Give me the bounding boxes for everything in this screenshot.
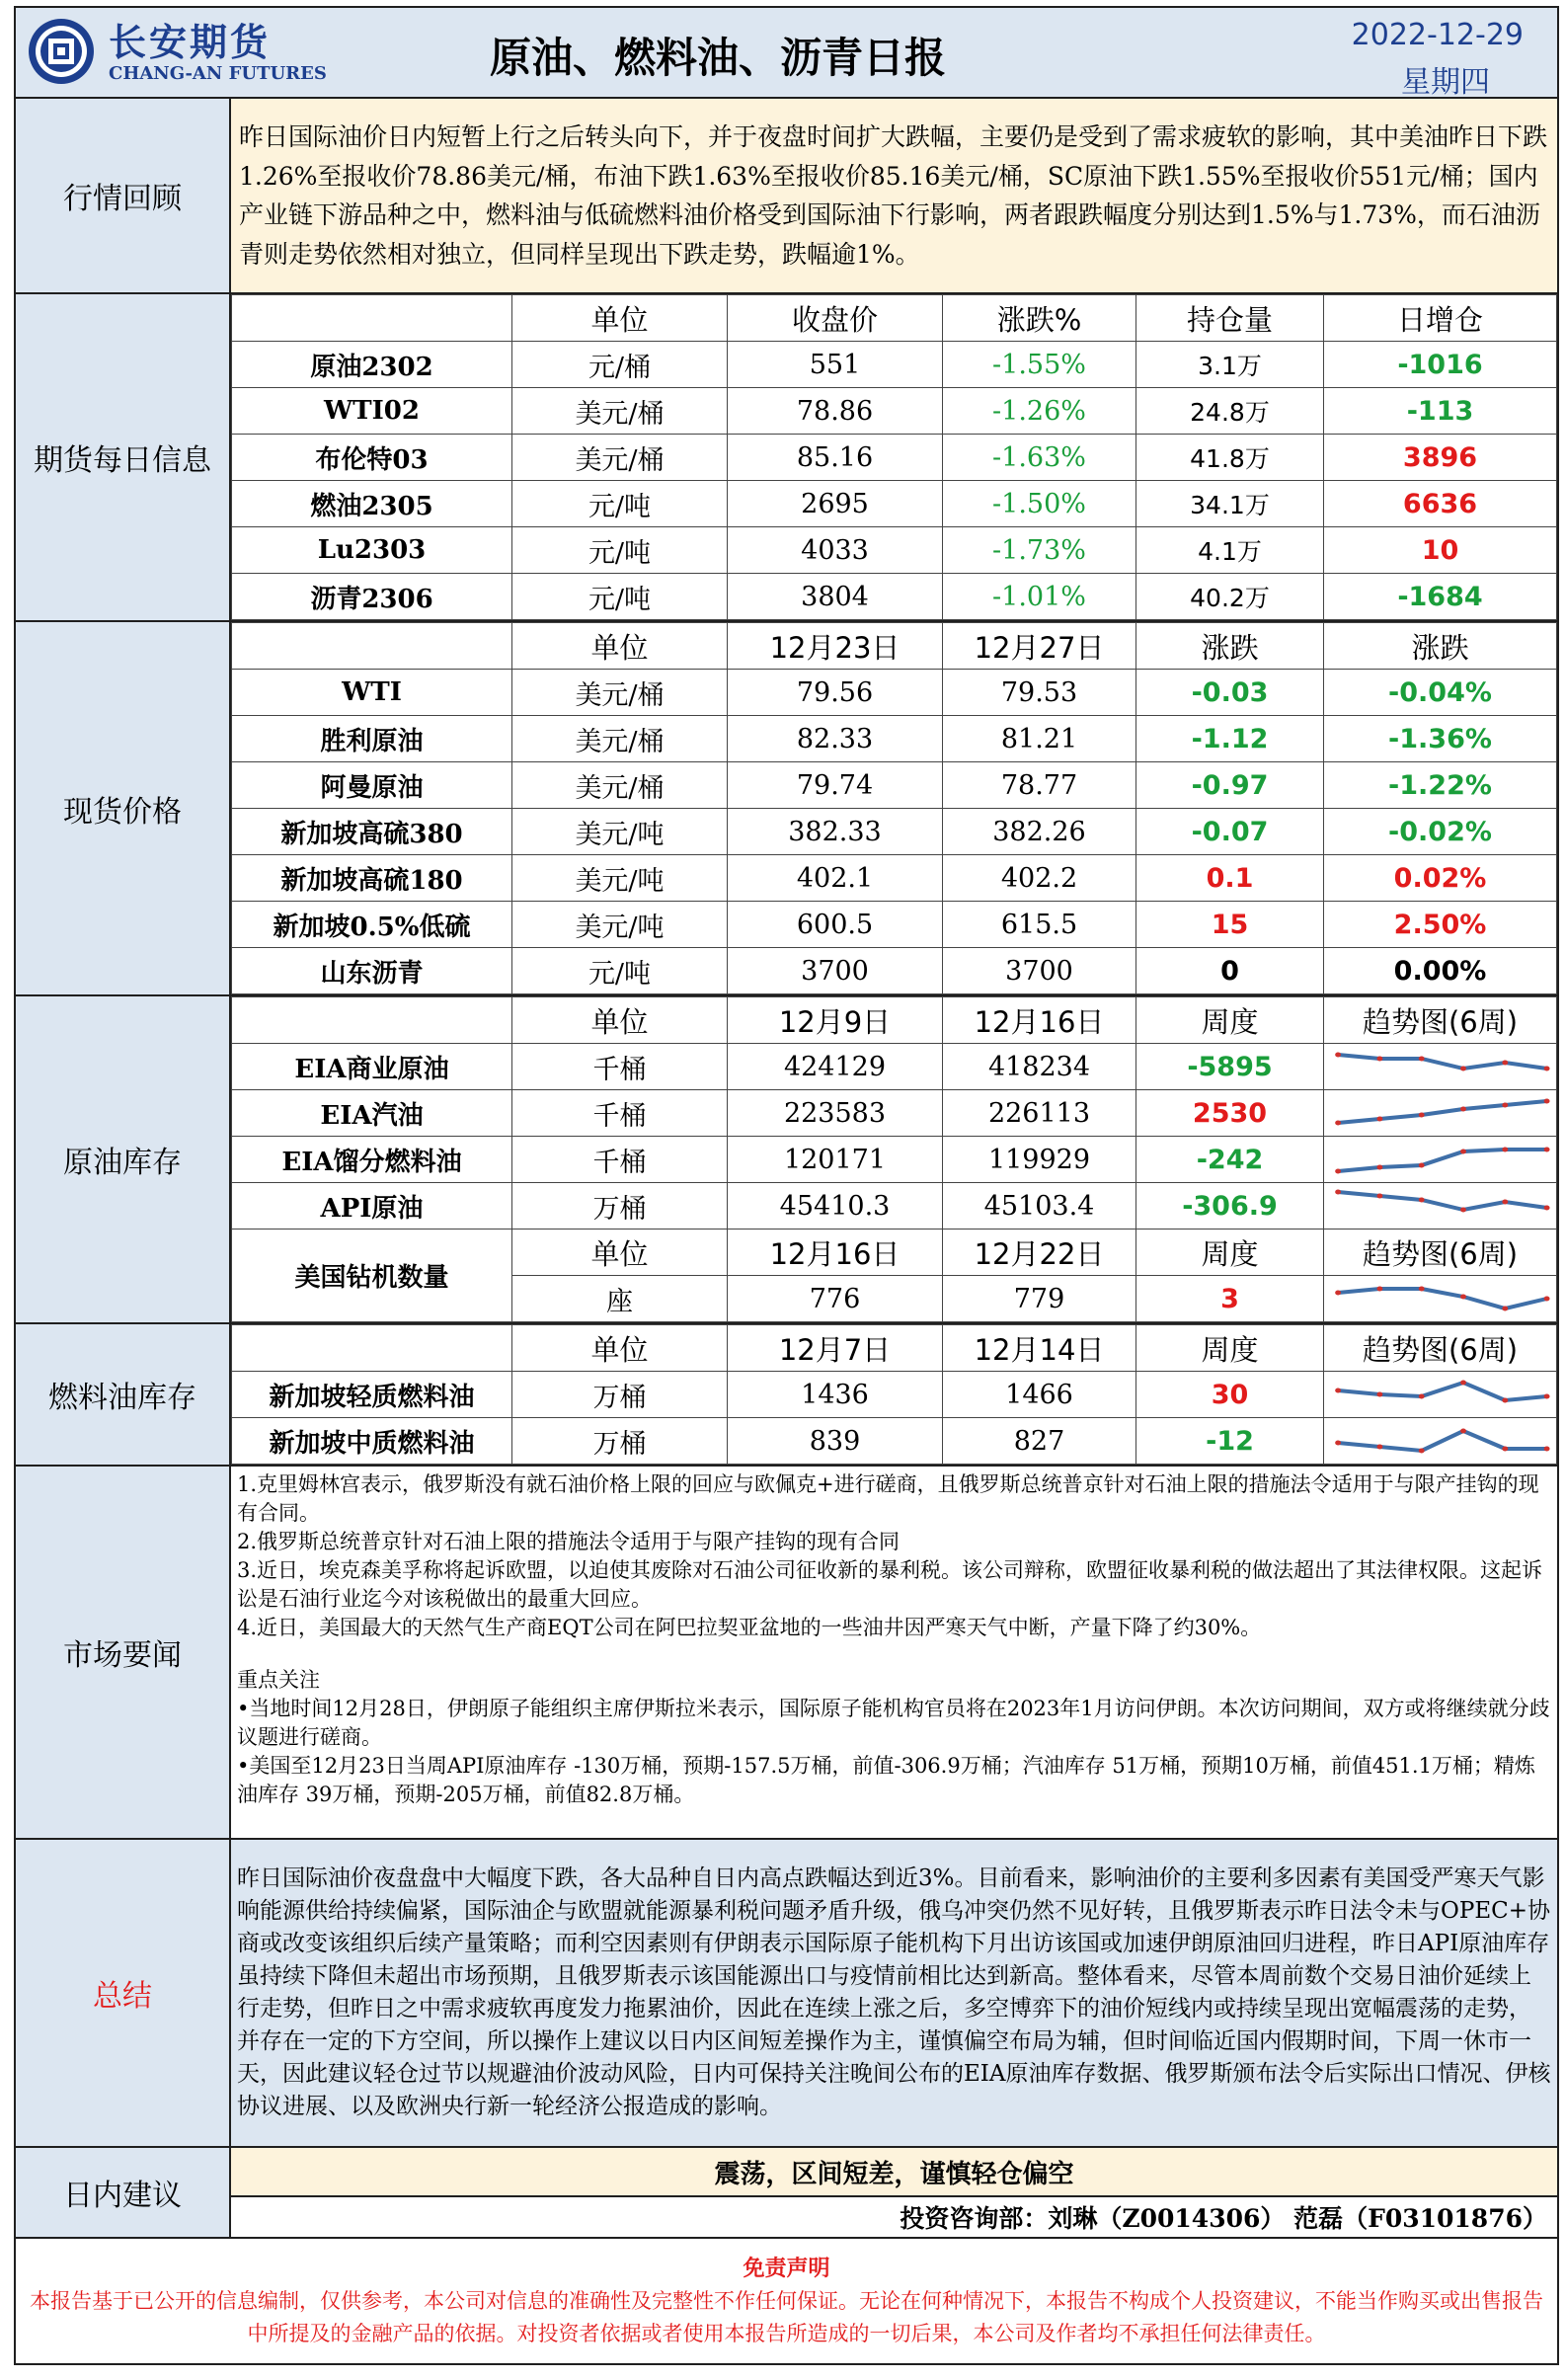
fuel-header-blank bbox=[232, 1325, 512, 1372]
inventory-weekly: -306.9 bbox=[1136, 1183, 1324, 1230]
crude-header-date1: 12月9日 bbox=[728, 997, 943, 1044]
spot-price2: 81.21 bbox=[943, 716, 1136, 762]
table-row bbox=[232, 481, 1557, 527]
futures-doi: -1016 bbox=[1324, 342, 1557, 388]
spot-unit: 元/吨 bbox=[512, 948, 728, 994]
news-item: 4.近日，美国最大的天然气生产商EQT公司在阿巴拉契亚盆地的一些油井因严寒天气中断，产量下降了约30%。 bbox=[237, 1616, 1262, 1639]
trend-point bbox=[1502, 1447, 1508, 1452]
trend-point bbox=[1460, 1429, 1466, 1434]
crude-inventory-table bbox=[231, 996, 1557, 1322]
fuel-inventory-section bbox=[230, 1323, 1558, 1466]
trend-sparkline bbox=[1324, 1090, 1557, 1137]
spot-section bbox=[230, 621, 1558, 995]
futures-doi: 3896 bbox=[1324, 435, 1557, 481]
spot-pct: -1.22% bbox=[1324, 762, 1557, 809]
advice-text: 震荡，区间短差，谨慎轻仓偏空 bbox=[230, 2147, 1558, 2196]
spot-change: 15 bbox=[1136, 902, 1324, 948]
report-date: 2022-12-29 bbox=[1351, 18, 1524, 52]
inventory-weekly: -242 bbox=[1136, 1137, 1324, 1183]
trend-point bbox=[1335, 1291, 1341, 1296]
crude-inventory-section bbox=[230, 995, 1558, 1323]
crude-header-weekly: 周度 bbox=[1136, 997, 1324, 1044]
spot-price1: 402.1 bbox=[728, 855, 943, 902]
futures-change: -1.55% bbox=[943, 342, 1136, 388]
trend-point bbox=[1335, 1190, 1341, 1195]
spot-label: 现货价格 bbox=[15, 621, 230, 995]
spot-header-blank bbox=[232, 623, 512, 670]
spot-price2: 402.2 bbox=[943, 855, 1136, 902]
rig-weekly: 3 bbox=[1136, 1276, 1324, 1322]
futures-doi: -1684 bbox=[1324, 574, 1557, 620]
spot-unit: 美元/吨 bbox=[512, 809, 728, 855]
futures-oi: 4.1万 bbox=[1136, 527, 1324, 574]
contact-info: 投资咨询部：刘琳（Z0014306） 范磊（F03101876） bbox=[230, 2196, 1558, 2238]
spot-pct: -1.36% bbox=[1324, 716, 1557, 762]
futures-close: 78.86 bbox=[728, 388, 943, 435]
table-row bbox=[232, 1137, 1557, 1183]
trend-point bbox=[1419, 1163, 1425, 1168]
trend-point bbox=[1502, 1307, 1508, 1311]
spot-unit: 美元/吨 bbox=[512, 855, 728, 902]
summary-text: 昨日国际油价夜盘盘中大幅度下跌，各大品种自日内高点跌幅达到近3%。目前看来，影响油价的主要利多因素有美国受严寒天气影响能源供给持续偏紧，国际油企与欧盟就能源暴利税问题矛盾升级，俄乌冲突仍然不见好转，且俄罗斯表示昨日法令未与OPEC+协商或改变该组织后续产量策略；而利空因素则有伊朗表示国际原子能机构下月出访该国或加速伊朗原油回归进程，昨日API原油库存虽持续下降但未超出市场预期，且俄罗斯表示该国能源出口与疫情前相比达到新高。整体看来，尽管本周前数个交易日油价延续上行走势，但昨日之中需求疲软再度发力拖累油价，因此在连续上涨之后，多空博弈下的油价短线内或持续呈现出宽幅震荡的走势，并存在一定的下方空间，所以操作上建议以日内区间短差操作为主，谨慎偏空布局为辅，但时间临近国内假期时间，下周一休市一天，因此建议轻仓过节以规避油价波动风险，日内可保持关注晚间公布的EIA原油库存数据、俄罗斯颁布法令后实际出口情况、伊核协议进展、以及欧洲央行新一轮经济公报造成的影响。 bbox=[230, 1839, 1558, 2147]
inventory-value2: 226113 bbox=[943, 1090, 1136, 1137]
rig-value2: 779 bbox=[943, 1276, 1136, 1322]
crude-header-trend: 趋势图(6周) bbox=[1324, 997, 1557, 1044]
futures-change: -1.73% bbox=[943, 527, 1136, 574]
rig-count-name: 美国钻机数量 bbox=[232, 1230, 512, 1322]
futures-table bbox=[231, 294, 1557, 620]
trend-line bbox=[1338, 1192, 1547, 1210]
trend-point bbox=[1544, 1297, 1550, 1302]
spot-header-change: 涨跌 bbox=[1136, 623, 1324, 670]
news-item: 2.俄罗斯总统普京针对石油上限的措施法令适用于与限产挂钩的现有合同 bbox=[237, 1530, 900, 1553]
spot-price2: 382.26 bbox=[943, 809, 1136, 855]
trend-point bbox=[1419, 1449, 1425, 1454]
fuel-header-trend: 趋势图(6周) bbox=[1324, 1325, 1557, 1372]
futures-section bbox=[230, 293, 1558, 621]
report-weekday: 星期四 bbox=[1401, 65, 1490, 100]
advice-label: 日内建议 bbox=[15, 2147, 230, 2238]
table-row bbox=[232, 855, 1557, 902]
table-row bbox=[232, 716, 1557, 762]
spot-price1: 3700 bbox=[728, 948, 943, 994]
inventory-unit: 千桶 bbox=[512, 1044, 728, 1090]
spot-pct: 0.00% bbox=[1324, 948, 1557, 994]
trend-sparkline bbox=[1324, 1276, 1557, 1322]
futures-doi: -113 bbox=[1324, 388, 1557, 435]
trend-point bbox=[1502, 1061, 1508, 1066]
trend-point bbox=[1544, 1099, 1550, 1104]
futures-header-close: 收盘价 bbox=[728, 295, 943, 342]
spot-unit: 美元/桶 bbox=[512, 762, 728, 809]
inventory-value1: 120171 bbox=[728, 1137, 943, 1183]
futures-close: 551 bbox=[728, 342, 943, 388]
trend-line bbox=[1338, 1431, 1547, 1451]
fuel-weekly: -12 bbox=[1136, 1418, 1324, 1465]
disclaimer bbox=[15, 2238, 1558, 2364]
trend-point bbox=[1460, 1107, 1466, 1112]
trend-point bbox=[1335, 1441, 1341, 1446]
futures-header-row bbox=[232, 295, 1557, 342]
futures-oi: 34.1万 bbox=[1136, 481, 1324, 527]
crude-header-blank bbox=[232, 997, 512, 1044]
fuel-name: 新加坡轻质燃料油 bbox=[232, 1372, 512, 1418]
fuel-inventory-label: 燃料油库存 bbox=[15, 1323, 230, 1466]
spot-name: 胜利原油 bbox=[232, 716, 512, 762]
spot-header-date2: 12月27日 bbox=[943, 623, 1136, 670]
inventory-value2: 418234 bbox=[943, 1044, 1136, 1090]
table-row bbox=[232, 1418, 1557, 1465]
trend-point bbox=[1419, 1198, 1425, 1203]
trend-sparkline-svg bbox=[1324, 1373, 1556, 1416]
inventory-value1: 424129 bbox=[728, 1044, 943, 1090]
futures-header-blank bbox=[232, 295, 512, 342]
spot-name: WTI bbox=[232, 670, 512, 716]
trend-sparkline-svg bbox=[1324, 1138, 1556, 1181]
spot-price2: 3700 bbox=[943, 948, 1136, 994]
focus-title: 重点关注 bbox=[237, 1668, 320, 1692]
table-row bbox=[232, 948, 1557, 994]
spot-price1: 79.74 bbox=[728, 762, 943, 809]
trend-sparkline bbox=[1324, 1137, 1557, 1183]
rig-header-trend: 趋势图(6周) bbox=[1324, 1230, 1557, 1276]
futures-name: 燃油2305 bbox=[232, 481, 512, 527]
trend-line bbox=[1338, 1289, 1547, 1309]
spot-change: -0.03 bbox=[1136, 670, 1324, 716]
trend-point bbox=[1335, 1121, 1341, 1126]
spot-pct: 0.02% bbox=[1324, 855, 1557, 902]
futures-header-oi: 持仓量 bbox=[1136, 295, 1324, 342]
rig-value1: 776 bbox=[728, 1276, 943, 1322]
futures-unit: 美元/桶 bbox=[512, 388, 728, 435]
trend-point bbox=[1544, 1148, 1550, 1152]
futures-close: 4033 bbox=[728, 527, 943, 574]
fuel-unit: 万桶 bbox=[512, 1372, 728, 1418]
report-page bbox=[14, 6, 1557, 2374]
trend-point bbox=[1502, 1148, 1508, 1152]
table-row bbox=[232, 527, 1557, 574]
table-row bbox=[232, 1090, 1557, 1137]
inventory-name: API原油 bbox=[232, 1183, 512, 1230]
spot-unit: 美元/吨 bbox=[512, 902, 728, 948]
trend-sparkline bbox=[1324, 1183, 1557, 1230]
fuel-value2: 1466 bbox=[943, 1372, 1136, 1418]
focus-item: •美国至12月23日当周API原油库存 -130万桶，预期-157.5万桶，前值-306.9万桶；汽油库存 51万桶，预期10万桶，前值451.1万桶；精炼油库存 39万桶，预期-205万桶，前值82.8万桶。 bbox=[237, 1754, 1535, 1806]
fuel-header-unit: 单位 bbox=[512, 1325, 728, 1372]
futures-change: -1.01% bbox=[943, 574, 1136, 620]
spot-pct: -0.02% bbox=[1324, 809, 1557, 855]
spot-unit: 美元/桶 bbox=[512, 670, 728, 716]
trend-point bbox=[1419, 1394, 1425, 1399]
futures-name: WTI02 bbox=[232, 388, 512, 435]
spot-change: 0.1 bbox=[1136, 855, 1324, 902]
inventory-unit: 千桶 bbox=[512, 1090, 728, 1137]
trend-point bbox=[1544, 1067, 1550, 1071]
report-header bbox=[15, 7, 1558, 98]
futures-oi: 40.2万 bbox=[1136, 574, 1324, 620]
inventory-unit: 万桶 bbox=[512, 1183, 728, 1230]
trend-line bbox=[1338, 1101, 1547, 1123]
inventory-value1: 45410.3 bbox=[728, 1183, 943, 1230]
report-title: 原油、燃料油、沥青日报 bbox=[490, 34, 947, 82]
fuel-value1: 1436 bbox=[728, 1372, 943, 1418]
rig-header-weekly: 周度 bbox=[1136, 1230, 1324, 1276]
spot-name: 山东沥青 bbox=[232, 948, 512, 994]
fuel-value2: 827 bbox=[943, 1418, 1136, 1465]
table-row bbox=[232, 574, 1557, 620]
spot-change: -1.12 bbox=[1136, 716, 1324, 762]
spot-change: 0 bbox=[1136, 948, 1324, 994]
inventory-name: EIA馏分燃料油 bbox=[232, 1137, 512, 1183]
futures-doi: 10 bbox=[1324, 527, 1557, 574]
futures-label: 期货每日信息 bbox=[15, 293, 230, 621]
spot-price2: 615.5 bbox=[943, 902, 1136, 948]
spot-change: -0.97 bbox=[1136, 762, 1324, 809]
table-row bbox=[232, 1044, 1557, 1090]
futures-name: Lu2303 bbox=[232, 527, 512, 574]
trend-point bbox=[1335, 1053, 1341, 1058]
inventory-name: EIA汽油 bbox=[232, 1090, 512, 1137]
trend-point bbox=[1376, 1445, 1382, 1450]
rig-header-date1: 12月16日 bbox=[728, 1230, 943, 1276]
futures-change: -1.50% bbox=[943, 481, 1136, 527]
table-row bbox=[232, 670, 1557, 716]
trend-point bbox=[1544, 1394, 1550, 1399]
trend-point bbox=[1376, 1194, 1382, 1199]
fuel-header-date2: 12月14日 bbox=[943, 1325, 1136, 1372]
company-name-cn: 长安期货 bbox=[109, 21, 272, 64]
futures-name: 沥青2306 bbox=[232, 574, 512, 620]
spot-name: 新加坡0.5%低硫 bbox=[232, 902, 512, 948]
trend-point bbox=[1502, 1200, 1508, 1205]
spot-header-date1: 12月23日 bbox=[728, 623, 943, 670]
news-label: 市场要闻 bbox=[15, 1466, 230, 1839]
futures-header-change: 涨跌% bbox=[943, 295, 1136, 342]
focus-item: •当地时间12月28日，伊朗原子能组织主席伊斯拉米表示，国际原子能机构官员将在2023年1月访问伊朗。本次访问期间，双方或将继续就分歧议题进行磋商。 bbox=[237, 1697, 1550, 1749]
disclaimer-text: 本报告基于已公开的信息编制，仅供参考，本公司对信息的准确性及完整性不作任何保证。无论在何种情况下，本报告不构成个人投资建议，不能当作购买或出售报告中所提及的金融产品的依据。对投资者依据或者使用本报告所造成的一切后果，本公司及作者均不承担任何法律责任。 bbox=[30, 2288, 1543, 2345]
fuel-inventory-table bbox=[231, 1324, 1557, 1465]
fuel-header-weekly: 周度 bbox=[1136, 1325, 1324, 1372]
company-logo bbox=[26, 16, 97, 87]
fuel-header-row bbox=[232, 1325, 1557, 1372]
trend-point bbox=[1460, 1150, 1466, 1154]
trend-point bbox=[1502, 1103, 1508, 1108]
table-row bbox=[232, 388, 1557, 435]
spot-price1: 82.33 bbox=[728, 716, 943, 762]
spot-price2: 78.77 bbox=[943, 762, 1136, 809]
trend-sparkline-svg bbox=[1324, 1091, 1556, 1135]
trend-point bbox=[1460, 1295, 1466, 1300]
trend-point bbox=[1419, 1057, 1425, 1062]
rig-header-date2: 12月22日 bbox=[943, 1230, 1136, 1276]
futures-unit: 元/吨 bbox=[512, 481, 728, 527]
futures-doi: 6636 bbox=[1324, 481, 1557, 527]
spot-table bbox=[231, 622, 1557, 994]
spot-name: 新加坡高硫380 bbox=[232, 809, 512, 855]
trend-sparkline-svg bbox=[1324, 1184, 1556, 1228]
inventory-unit: 千桶 bbox=[512, 1137, 728, 1183]
inventory-value2: 45103.4 bbox=[943, 1183, 1136, 1230]
inventory-value1: 223583 bbox=[728, 1090, 943, 1137]
trend-point bbox=[1544, 1447, 1550, 1452]
inventory-weekly: 2530 bbox=[1136, 1090, 1324, 1137]
news-section bbox=[230, 1466, 1558, 1839]
trend-point bbox=[1376, 1057, 1382, 1062]
spot-header-pct: 涨跌 bbox=[1324, 623, 1557, 670]
table-row bbox=[232, 342, 1557, 388]
trend-sparkline-svg bbox=[1324, 1277, 1556, 1320]
futures-header-doi: 日增仓 bbox=[1324, 295, 1557, 342]
futures-unit: 美元/桶 bbox=[512, 435, 728, 481]
trend-point bbox=[1376, 1165, 1382, 1170]
rig-unit: 座 bbox=[512, 1276, 728, 1322]
table-row bbox=[232, 902, 1557, 948]
review-text: 昨日国际油价日内短暂上行之后转头向下，并于夜盘时间扩大跌幅，主要仍是受到了需求疲软的影响，其中美油昨日下跌1.26%至报收价78.86美元/桶，布油下跌1.63%至报收价85.16美元/桶，SC原油下跌1.55%至报收价551元/桶；国内产业链下游品种之中，燃料油与低硫燃料油价格受到国际油下行影响，两者跟跌幅度分别达到1.5%与1.73%，而石油沥青则走势依然相对独立，但同样呈现出下跌走势，跌幅逾1%。 bbox=[230, 98, 1558, 293]
crude-header-unit: 单位 bbox=[512, 997, 728, 1044]
futures-unit: 元/吨 bbox=[512, 574, 728, 620]
inventory-name: EIA商业原油 bbox=[232, 1044, 512, 1090]
trend-point bbox=[1419, 1287, 1425, 1292]
spot-price1: 600.5 bbox=[728, 902, 943, 948]
trend-point bbox=[1502, 1398, 1508, 1403]
futures-unit: 元/吨 bbox=[512, 527, 728, 574]
futures-name: 布伦特03 bbox=[232, 435, 512, 481]
news-item: 1.克里姆林宫表示，俄罗斯没有就石油价格上限的回应与欧佩克+进行磋商，且俄罗斯总统普京针对石油上限的措施法令适用于与限产挂钩的现有合同。 bbox=[237, 1472, 1539, 1525]
disclaimer-title: 免责声明 bbox=[743, 2255, 830, 2281]
trend-point bbox=[1335, 1169, 1341, 1174]
spot-pct: -0.04% bbox=[1324, 670, 1557, 716]
crude-header-date2: 12月16日 bbox=[943, 997, 1136, 1044]
fuel-unit: 万桶 bbox=[512, 1418, 728, 1465]
futures-name: 原油2302 bbox=[232, 342, 512, 388]
trend-point bbox=[1460, 1067, 1466, 1071]
trend-point bbox=[1376, 1117, 1382, 1122]
trend-point bbox=[1376, 1392, 1382, 1397]
futures-change: -1.63% bbox=[943, 435, 1136, 481]
trend-sparkline-svg bbox=[1324, 1419, 1556, 1463]
trend-sparkline bbox=[1324, 1418, 1557, 1465]
trend-point bbox=[1460, 1381, 1466, 1386]
crude-inventory-label: 原油库存 bbox=[15, 995, 230, 1323]
inventory-weekly: -5895 bbox=[1136, 1044, 1324, 1090]
table-row bbox=[232, 435, 1557, 481]
futures-oi: 3.1万 bbox=[1136, 342, 1324, 388]
futures-oi: 24.8万 bbox=[1136, 388, 1324, 435]
trend-sparkline-svg bbox=[1324, 1045, 1556, 1088]
futures-oi: 41.8万 bbox=[1136, 435, 1324, 481]
trend-line bbox=[1338, 1055, 1547, 1069]
inventory-value2: 119929 bbox=[943, 1137, 1136, 1183]
spot-name: 新加坡高硫180 bbox=[232, 855, 512, 902]
trend-point bbox=[1460, 1208, 1466, 1213]
trend-sparkline bbox=[1324, 1044, 1557, 1090]
review-label: 行情回顾 bbox=[15, 98, 230, 293]
spot-price1: 79.56 bbox=[728, 670, 943, 716]
company-name-en: CHANG-AN FUTURES bbox=[109, 63, 327, 84]
fuel-weekly: 30 bbox=[1136, 1372, 1324, 1418]
futures-close: 3804 bbox=[728, 574, 943, 620]
rig-header-row bbox=[232, 1230, 1557, 1276]
spot-pct: 2.50% bbox=[1324, 902, 1557, 948]
spot-header-row bbox=[232, 623, 1557, 670]
trend-sparkline bbox=[1324, 1372, 1557, 1418]
trend-line bbox=[1338, 1150, 1547, 1171]
fuel-header-date1: 12月7日 bbox=[728, 1325, 943, 1372]
news-item: 3.近日，埃克森美孚称将起诉欧盟，以迫使其废除对石油公司征收新的暴利税。该公司辩称，欧盟征收暴利税的做法超出了其法律权限。这起诉讼是石油行业迄今对该税做出的最重大回应。 bbox=[237, 1558, 1543, 1611]
trend-point bbox=[1376, 1287, 1382, 1292]
spot-price2: 79.53 bbox=[943, 670, 1136, 716]
futures-change: -1.26% bbox=[943, 388, 1136, 435]
fuel-name: 新加坡中质燃料油 bbox=[232, 1418, 512, 1465]
fuel-value1: 839 bbox=[728, 1418, 943, 1465]
rig-header-unit: 单位 bbox=[512, 1230, 728, 1276]
spot-name: 阿曼原油 bbox=[232, 762, 512, 809]
summary-label: 总结 bbox=[15, 1839, 230, 2147]
spot-unit: 美元/桶 bbox=[512, 716, 728, 762]
spot-header-unit: 单位 bbox=[512, 623, 728, 670]
table-row bbox=[232, 809, 1557, 855]
report-table bbox=[14, 6, 1559, 2365]
crude-header-row bbox=[232, 997, 1557, 1044]
spot-change: -0.07 bbox=[1136, 809, 1324, 855]
trend-point bbox=[1335, 1388, 1341, 1393]
trend-line bbox=[1338, 1383, 1547, 1400]
futures-unit: 元/桶 bbox=[512, 342, 728, 388]
futures-close: 2695 bbox=[728, 481, 943, 527]
table-row bbox=[232, 1372, 1557, 1418]
futures-header-unit: 单位 bbox=[512, 295, 728, 342]
trend-point bbox=[1419, 1113, 1425, 1118]
table-row bbox=[232, 762, 1557, 809]
table-row bbox=[232, 1183, 1557, 1230]
futures-close: 85.16 bbox=[728, 435, 943, 481]
spot-price1: 382.33 bbox=[728, 809, 943, 855]
trend-point bbox=[1544, 1206, 1550, 1211]
